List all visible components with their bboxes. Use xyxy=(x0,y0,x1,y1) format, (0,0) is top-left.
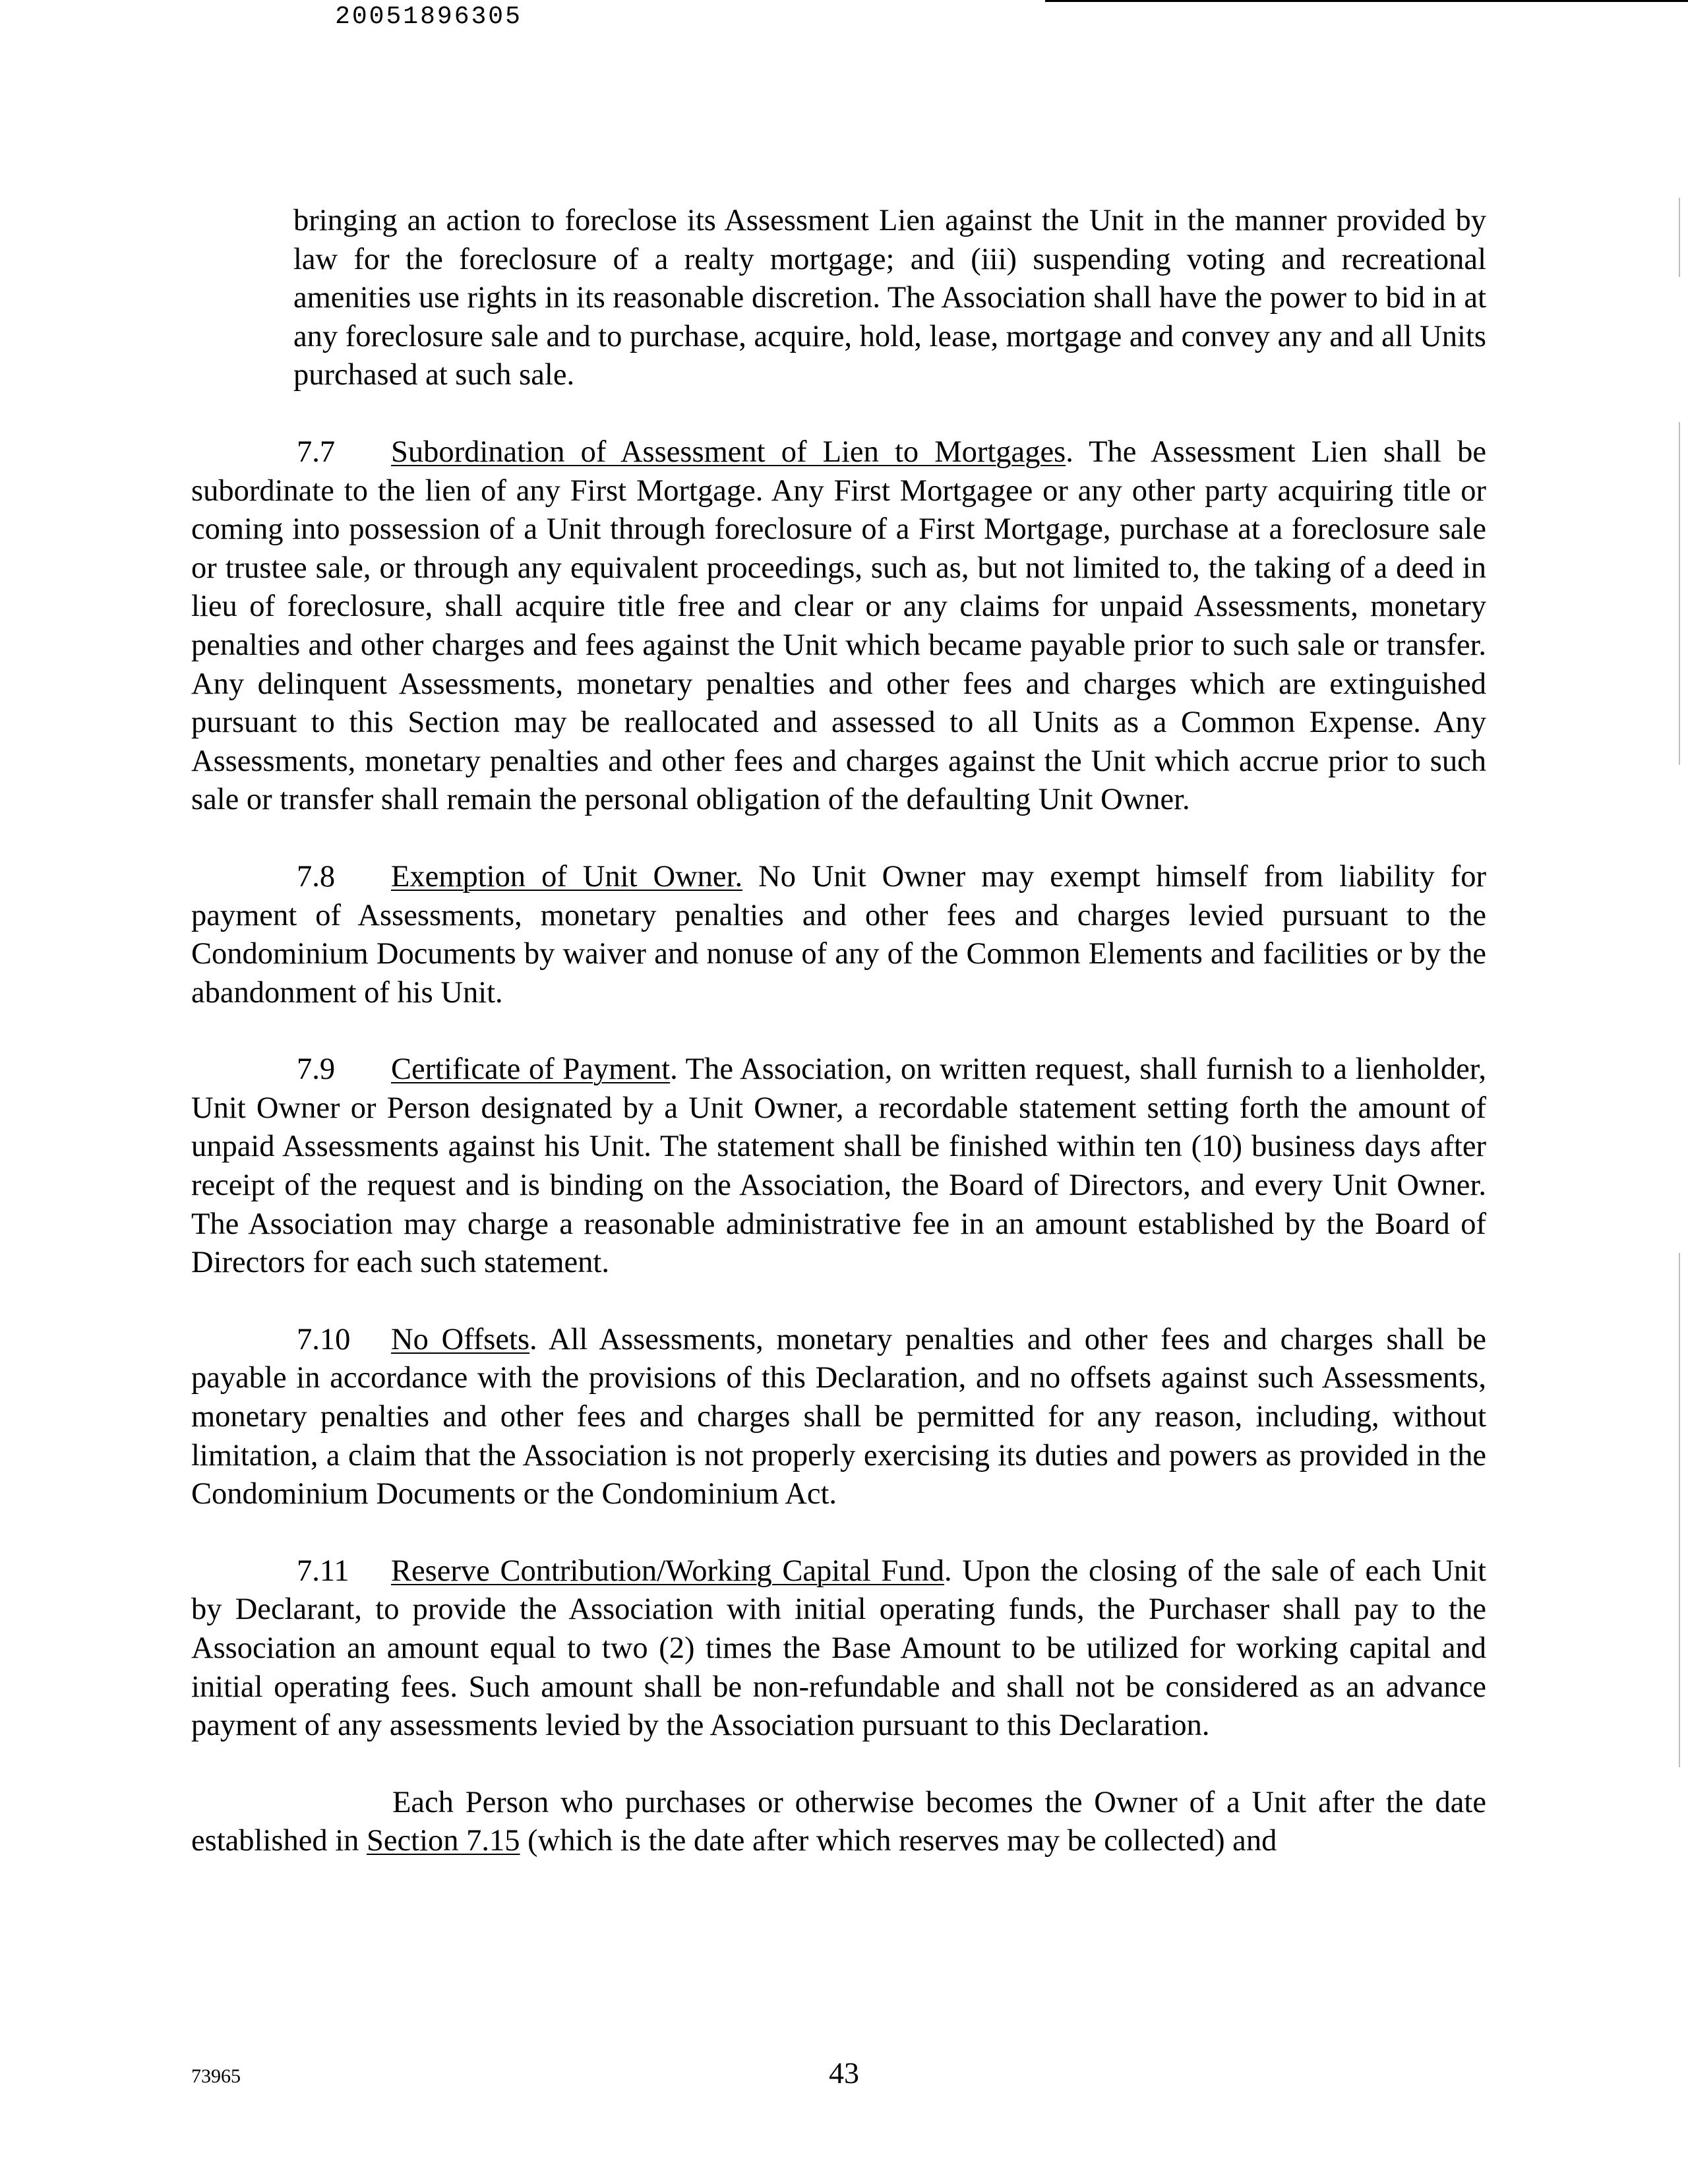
top-rule xyxy=(1045,0,1688,2)
paragraph-continuation: bringing an action to foreclose its Assessment Lien against the Unit in the manner provided by law for the foreclosure of a realty mortgage; and (iii) suspending voting and recreational amenities use rights in its reasonable discretion. The Association shall have the power to bid in at any foreclosure sale and to purchase, acquire, hold, lease, mortgage and convey any and all Units purchased at such sale. xyxy=(293,204,1486,392)
footer-document-code: 73965 xyxy=(191,2065,241,2087)
paragraph-each-person xyxy=(191,1784,1486,1861)
section-text: . Upon the closing of the sale of each Unit by Declarant, to provide the Association with initial operating funds, the Purchaser shall pay to the Association an amount equal to two (2) times the Base Amount to be utilized for working capital and initial operating fees. Such amount shall be non-refundable and shall not be considered as an advance payment of any assessments levied by the Association pursuant to this Declaration. xyxy=(191,1554,1487,1743)
section-text: . The Assessment Lien shall be subordinate to the lien of any First Mortgage. Any First Mortgagee or any other party acquiring title or coming into possession of a Unit through foreclosure of a First Mortgage, purchase at a foreclosure sale or trustee sale, or through any equivalent proceedings, such as, but not limited to, the taking of a deed in lieu of foreclosure, shall acquire title free and clear or any claims for unpaid Assessments, monetary penalties and other charges and fees against the Unit which became payable prior to such sale or transfer. Any delinquent Assessments, monetary penalties and other fees and charges which are extinguished pursuant to this Section may be reallocated and assessed to all Units as a Common Expense. Any Assessments, monetary penalties and other fees and charges against the Unit which accrue prior to such sale or transfer shall remain the personal obligation of the defaulting Unit Owner. xyxy=(191,435,1486,817)
section-heading: Reserve Contribution/Working Capital Fund xyxy=(391,1554,945,1588)
section-number: 7.7 xyxy=(297,435,336,469)
section-text: . All Assessments, monetary penalties and other fees and charges shall be payable in accordance with the provisions of this Declaration, and no offsets against such Assessments, monetary penalties and other fees and charges shall be permitted for any reason, including, without limitation, a claim that the Association is not properly exercising its duties and powers as provided in the Condominium Documents or the Condominium Act. xyxy=(191,1322,1486,1511)
section-number: 7.8 xyxy=(297,859,336,894)
page-number: 43 xyxy=(829,2056,859,2090)
section-text: . The Association, on written request, shall furnish to a lienholder, Unit Owner or Person designated by a Unit Owner, a recordable statement setting forth the amount of unpaid Assessments against his Unit. The statement shall be finished within ten (10) business days after receipt of the request and is binding on the Association, the Board of Directors, and every Unit Owner. The Association may charge a reasonable administrative fee in an amount established by the Board of Directors for each such statement. xyxy=(191,1052,1486,1280)
section-reference: Section 7.15 xyxy=(367,1824,520,1858)
scan-edge-mark xyxy=(1679,1253,1680,1767)
section-number: 7.9 xyxy=(297,1052,336,1087)
section-7-10 xyxy=(191,1321,1486,1514)
section-heading: Subordination of Assessment of Lien to Mortgages xyxy=(391,435,1066,469)
section-text: No Unit Owner may exempt himself from liability for payment of Assessments, monetary penalties and other fees and charges levied pursuant to the Condominium Documents by waiver and nonuse of any of the Common Elements and facilities or by the abandonment of his Unit. xyxy=(191,859,1486,1010)
body-text xyxy=(191,202,1486,1861)
document-number: 20051896305 xyxy=(335,3,522,31)
section-7-8 xyxy=(191,858,1486,1012)
section-7-11 xyxy=(191,1552,1486,1745)
section-heading: Exemption of Unit Owner. xyxy=(391,859,743,894)
section-7-9 xyxy=(191,1050,1486,1283)
section-number: 7.11 xyxy=(297,1554,349,1588)
section-heading: No Offsets xyxy=(391,1322,530,1356)
paragraph-text: Each Person who purchases or otherwise becomes the Owner of a Unit after the date established in xyxy=(191,1785,1486,1858)
paragraph-text: (which is the date after which reserves may be collected) and xyxy=(520,1824,1277,1858)
scan-edge-mark xyxy=(1679,422,1680,765)
scan-edge-mark xyxy=(1679,198,1680,277)
section-heading: Certificate of Payment xyxy=(391,1052,671,1087)
section-number: 7.10 xyxy=(297,1322,351,1356)
section-7-7 xyxy=(191,433,1486,820)
